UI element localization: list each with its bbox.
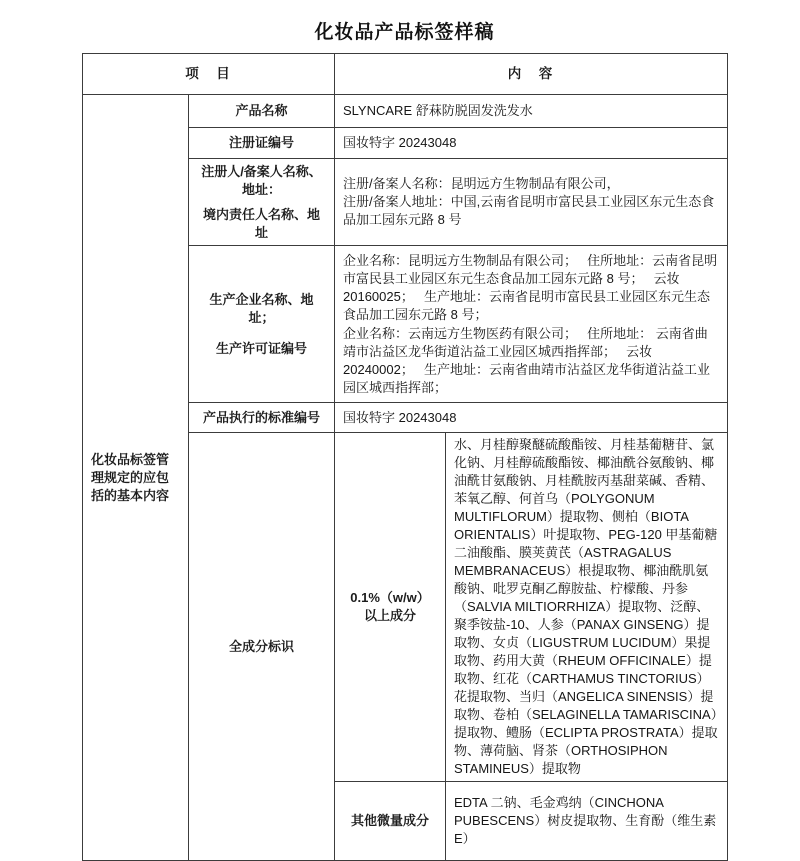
- above-01-label: [335, 433, 446, 782]
- registrant-label-line1: 注册人/备案人名称、地址：: [201, 163, 322, 197]
- manufacturer-label-line2: 生产许可证编号: [215, 340, 307, 356]
- standard-no-label: 产品执行的标准编号: [189, 403, 335, 433]
- trace-label: 其他微量成分: [335, 782, 446, 861]
- table-header-row: [83, 54, 728, 95]
- manufacturer-label: [189, 246, 335, 403]
- above-01-label-line1: 0.1%（w/w）: [350, 590, 430, 605]
- product-name-label: 产品名称: [189, 95, 335, 128]
- label-spec-table: [82, 53, 728, 861]
- registration-no-label: 注册证编号: [189, 128, 335, 159]
- registrant-label: [189, 159, 335, 246]
- manufacturer-value-para2: 企业名称：云南远方生物医药有限公司； 住所地址： 云南省曲靖市沾益区龙华街道沾益工业园区城西指挥部； 云妆 20240002； 生产地址：云南省曲靖市沾益区龙华街道沾益工业园区城西指挥部；: [343, 325, 710, 395]
- header-content: 内 容: [335, 54, 728, 95]
- full-ingredients-label: 全成分标识: [189, 433, 335, 861]
- manufacturer-value: [335, 246, 728, 403]
- standard-no-value: 国妆特字 20243048: [335, 403, 728, 433]
- registrant-value-line1: 注册/备案人名称：昆明远方生物制品有限公司，: [343, 176, 620, 191]
- manufacturer-label-line1: 生产企业名称、地址；: [209, 291, 314, 325]
- above-01-label-line2: 以上成分: [363, 608, 416, 623]
- registrant-value-line2: 注册/备案人地址：中国,云南省昆明市富民县工业园区东元生态食品加工园东元路 8 号: [343, 194, 715, 227]
- above-01-value: 水、月桂醇聚醚硫酸酯铵、月桂基葡糖苷、氯化钠、月桂醇硫酸酯铵、椰油酰谷氨酸钠、椰油酰甘氨酸钠、月桂酰胺丙基甜菜碱、香精、苯氧乙醇、何首乌（POLYGONUM MULTIFLORUM）提取物、侧柏（BIOTA ORIENTALIS）叶提取物、PEG-120 甲基葡糖二油酸酯、膜荚黄芪（ASTRAGALUS MEMBRANACEUS）根提取物、椰油酰肌氨酸钠、吡罗克酮乙醇胺盐、柠檬酸、丹参（SALVIA MILTIORRHIZA）提取物、泛醇、聚季铵盐-10、人参（PANAX GINSENG）提取物、女贞（LIGUSTRUM LUCIDUM）果提取物、药用大黄（RHEUM OFFICINALE）提取物、红花（CARTHAMUS TINCTORIUS）花提取物、当归（ANGELICA SINENSIS）提取物、卷柏（SELAGINELLA TAMARISCINA）提取物、鳢肠（ECLIPTA PROSTRATA）提取物、薄荷脑、肾茶（ORTHOSIPHON STAMINEUS）提取物: [446, 433, 728, 782]
- left-span-note: 化妆品标签管理规定的应包括的基本内容: [83, 95, 189, 861]
- row-product-name: [83, 95, 728, 128]
- header-item: 项 目: [83, 54, 335, 95]
- registrant-value: [335, 159, 728, 246]
- registration-no-value: 国妆特字 20243048: [335, 128, 728, 159]
- trace-value: EDTA 二钠、毛金鸡纳（CINCHONA PUBESCENS）树皮提取物、生育酚（维生素E）: [446, 782, 728, 861]
- registrant-label-line2: 境内责任人名称、地址: [202, 206, 320, 240]
- manufacturer-value-para1: 企业名称：昆明远方生物制品有限公司； 住所地址：云南省昆明市富民县工业园区东元生态食品加工园东元路 8 号； 云妆 20160025； 生产地址：云南省昆明市富民县工业园区东元生态食品加工园东元路 8 号；: [343, 252, 718, 322]
- page-title: 化妆品产品标签样稿: [314, 22, 495, 43]
- product-name-value: SLYNCARE 舒菻防脱固发洗发水: [335, 95, 728, 128]
